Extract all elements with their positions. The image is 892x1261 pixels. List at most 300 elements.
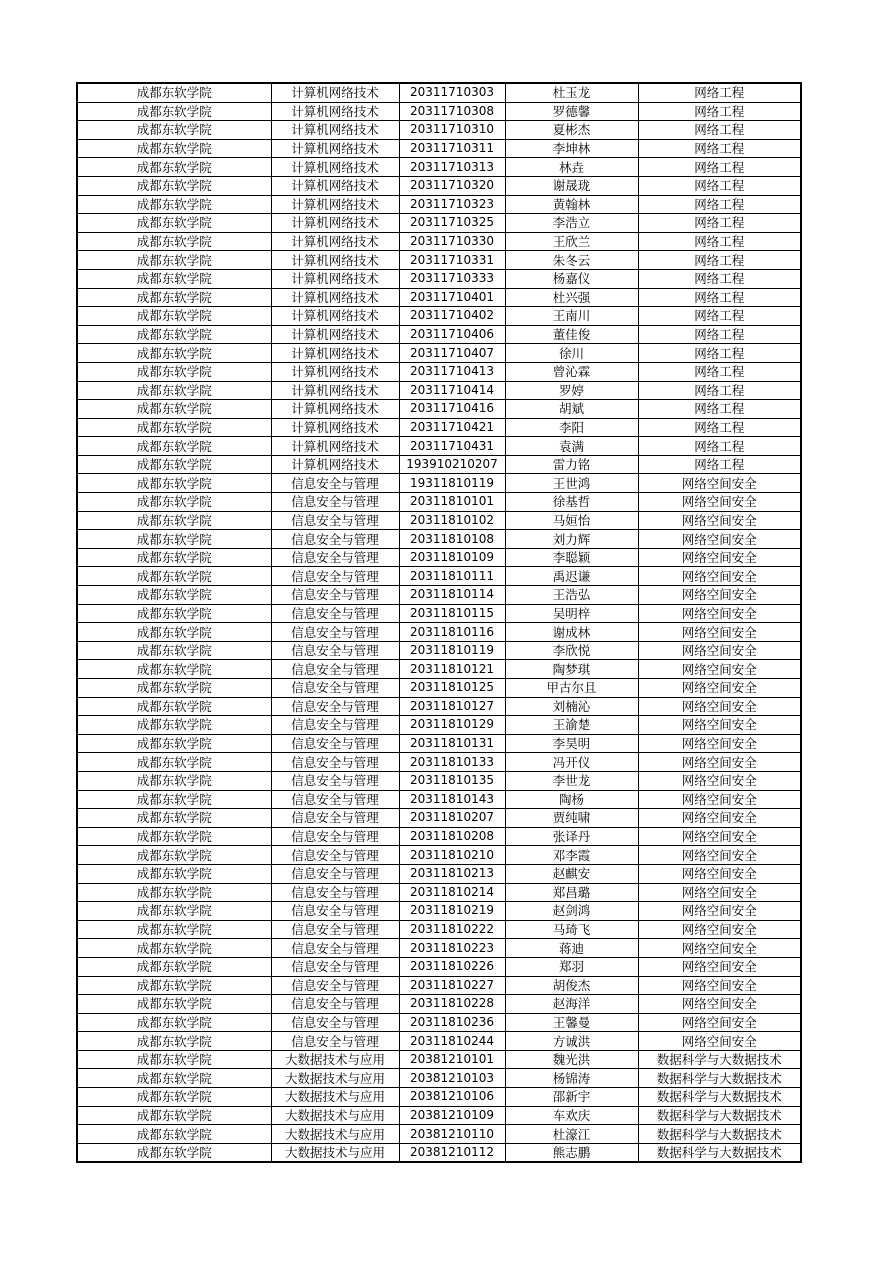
name-cell[interactable]: 方诚洪 xyxy=(505,1032,638,1051)
student-id-cell[interactable]: 20381210110 xyxy=(399,1125,505,1144)
college-cell[interactable]: 成都东软学院 xyxy=(77,176,271,195)
name-cell[interactable]: 朱冬云 xyxy=(505,251,638,270)
direction-cell[interactable]: 网络工程 xyxy=(638,121,801,140)
name-cell[interactable]: 王南川 xyxy=(505,307,638,326)
direction-cell[interactable]: 数据科学与大数据技术 xyxy=(638,1050,801,1069)
student-id-cell[interactable]: 20311810228 xyxy=(399,995,505,1014)
name-cell[interactable]: 谢晟珑 xyxy=(505,176,638,195)
name-cell[interactable]: 罗德馨 xyxy=(505,102,638,121)
direction-cell[interactable]: 网络空间安全 xyxy=(638,902,801,921)
direction-cell[interactable]: 网络空间安全 xyxy=(638,809,801,828)
direction-cell[interactable]: 网络空间安全 xyxy=(638,679,801,698)
college-cell[interactable]: 成都东软学院 xyxy=(77,790,271,809)
major-cell[interactable]: 信息安全与管理 xyxy=(271,697,399,716)
college-cell[interactable]: 成都东软学院 xyxy=(77,1143,271,1162)
name-cell[interactable]: 禹迟谦 xyxy=(505,567,638,586)
major-cell[interactable]: 计算机网络技术 xyxy=(271,362,399,381)
table-row xyxy=(77,381,801,400)
major-cell[interactable]: 信息安全与管理 xyxy=(271,567,399,586)
direction-cell[interactable]: 网络空间安全 xyxy=(638,1032,801,1051)
major-cell[interactable]: 信息安全与管理 xyxy=(271,734,399,753)
college-cell[interactable]: 成都东软学院 xyxy=(77,325,271,344)
direction-cell[interactable]: 网络空间安全 xyxy=(638,604,801,623)
college-cell[interactable]: 成都东软学院 xyxy=(77,771,271,790)
name-cell[interactable]: 杜玉龙 xyxy=(505,83,638,102)
name-cell[interactable]: 贾纯啸 xyxy=(505,809,638,828)
direction-cell[interactable]: 网络工程 xyxy=(638,288,801,307)
direction-cell[interactable]: 数据科学与大数据技术 xyxy=(638,1125,801,1144)
college-cell[interactable]: 成都东软学院 xyxy=(77,474,271,493)
direction-cell[interactable]: 网络空间安全 xyxy=(638,567,801,586)
major-cell[interactable]: 信息安全与管理 xyxy=(271,641,399,660)
direction-cell[interactable]: 网络空间安全 xyxy=(638,716,801,735)
table-row xyxy=(77,1032,801,1051)
student-id-cell[interactable]: 20311710303 xyxy=(399,83,505,102)
student-id-cell[interactable]: 20311710320 xyxy=(399,176,505,195)
major-cell[interactable]: 信息安全与管理 xyxy=(271,939,399,958)
direction-cell[interactable]: 网络工程 xyxy=(638,83,801,102)
direction-cell[interactable]: 网络工程 xyxy=(638,102,801,121)
college-cell[interactable]: 成都东软学院 xyxy=(77,288,271,307)
name-cell[interactable]: 杨锦涛 xyxy=(505,1069,638,1088)
direction-cell[interactable]: 网络空间安全 xyxy=(638,586,801,605)
direction-cell[interactable]: 网络工程 xyxy=(638,176,801,195)
direction-cell[interactable]: 网络工程 xyxy=(638,232,801,251)
student-id-cell[interactable]: 20311810143 xyxy=(399,790,505,809)
college-cell[interactable]: 成都东软学院 xyxy=(77,920,271,939)
major-cell[interactable]: 信息安全与管理 xyxy=(271,957,399,976)
name-cell[interactable]: 郑昌璐 xyxy=(505,883,638,902)
direction-cell[interactable]: 网络空间安全 xyxy=(638,976,801,995)
name-cell[interactable]: 邓李霞 xyxy=(505,846,638,865)
student-id-cell[interactable]: 20311810219 xyxy=(399,902,505,921)
direction-cell[interactable]: 网络空间安全 xyxy=(638,493,801,512)
student-id-cell[interactable]: 20311810214 xyxy=(399,883,505,902)
table-row xyxy=(77,455,801,474)
college-cell[interactable]: 成都东软学院 xyxy=(77,511,271,530)
student-id-cell[interactable]: 20311810213 xyxy=(399,864,505,883)
college-cell[interactable]: 成都东软学院 xyxy=(77,232,271,251)
major-cell[interactable]: 大数据技术与应用 xyxy=(271,1050,399,1069)
direction-cell[interactable]: 网络空间安全 xyxy=(638,771,801,790)
college-cell[interactable]: 成都东软学院 xyxy=(77,381,271,400)
direction-cell[interactable]: 网络工程 xyxy=(638,269,801,288)
college-cell[interactable]: 成都东软学院 xyxy=(77,251,271,270)
major-cell[interactable]: 大数据技术与应用 xyxy=(271,1088,399,1107)
college-cell[interactable]: 成都东软学院 xyxy=(77,660,271,679)
name-cell[interactable]: 董佳俊 xyxy=(505,325,638,344)
name-cell[interactable]: 王馨曼 xyxy=(505,1013,638,1032)
major-cell[interactable]: 信息安全与管理 xyxy=(271,846,399,865)
student-id-cell[interactable]: 20311810108 xyxy=(399,530,505,549)
table-row xyxy=(77,1106,801,1125)
student-id-cell[interactable]: 20311710414 xyxy=(399,381,505,400)
college-cell[interactable]: 成都东软学院 xyxy=(77,883,271,902)
major-cell[interactable]: 信息安全与管理 xyxy=(271,679,399,698)
major-cell[interactable]: 信息安全与管理 xyxy=(271,771,399,790)
direction-cell[interactable]: 网络空间安全 xyxy=(638,790,801,809)
name-cell[interactable]: 林垚 xyxy=(505,158,638,177)
major-cell[interactable]: 大数据技术与应用 xyxy=(271,1106,399,1125)
name-cell[interactable]: 冯开仪 xyxy=(505,753,638,772)
direction-cell[interactable]: 数据科学与大数据技术 xyxy=(638,1069,801,1088)
name-cell[interactable]: 杨嘉仪 xyxy=(505,269,638,288)
name-cell[interactable]: 袁满 xyxy=(505,437,638,456)
major-cell[interactable]: 信息安全与管理 xyxy=(271,716,399,735)
major-cell[interactable]: 信息安全与管理 xyxy=(271,586,399,605)
student-id-cell[interactable]: 20311810101 xyxy=(399,493,505,512)
major-cell[interactable]: 信息安全与管理 xyxy=(271,660,399,679)
student-id-cell[interactable]: 20311810222 xyxy=(399,920,505,939)
major-cell[interactable]: 信息安全与管理 xyxy=(271,883,399,902)
college-cell[interactable]: 成都东软学院 xyxy=(77,586,271,605)
college-cell[interactable]: 成都东软学院 xyxy=(77,455,271,474)
student-id-cell[interactable]: 193910210207 xyxy=(399,455,505,474)
student-id-cell[interactable]: 20311810111 xyxy=(399,567,505,586)
student-id-cell[interactable]: 20311710308 xyxy=(399,102,505,121)
student-id-cell[interactable]: 20311710333 xyxy=(399,269,505,288)
major-cell[interactable]: 计算机网络技术 xyxy=(271,102,399,121)
major-cell[interactable]: 信息安全与管理 xyxy=(271,976,399,995)
major-cell[interactable]: 信息安全与管理 xyxy=(271,995,399,1014)
name-cell[interactable]: 王欣兰 xyxy=(505,232,638,251)
major-cell[interactable]: 信息安全与管理 xyxy=(271,809,399,828)
student-id-cell[interactable]: 20311810102 xyxy=(399,511,505,530)
college-cell[interactable]: 成都东软学院 xyxy=(77,809,271,828)
major-cell[interactable]: 信息安全与管理 xyxy=(271,474,399,493)
student-id-cell[interactable]: 20311710323 xyxy=(399,195,505,214)
name-cell[interactable]: 赵剑鸿 xyxy=(505,902,638,921)
name-cell[interactable]: 徐川 xyxy=(505,344,638,363)
major-cell[interactable]: 大数据技术与应用 xyxy=(271,1069,399,1088)
major-cell[interactable]: 大数据技术与应用 xyxy=(271,1143,399,1162)
direction-cell[interactable]: 网络工程 xyxy=(638,437,801,456)
direction-cell[interactable]: 网络空间安全 xyxy=(638,827,801,846)
table-row xyxy=(77,679,801,698)
college-cell[interactable]: 成都东软学院 xyxy=(77,753,271,772)
direction-cell[interactable]: 网络工程 xyxy=(638,251,801,270)
student-id-cell[interactable]: 20311710313 xyxy=(399,158,505,177)
direction-cell[interactable]: 网络空间安全 xyxy=(638,474,801,493)
student-id-cell[interactable]: 20381210101 xyxy=(399,1050,505,1069)
major-cell[interactable]: 计算机网络技术 xyxy=(271,344,399,363)
major-cell[interactable]: 信息安全与管理 xyxy=(271,827,399,846)
student-id-cell[interactable]: 20311810133 xyxy=(399,753,505,772)
college-cell[interactable]: 成都东软学院 xyxy=(77,269,271,288)
student-id-cell[interactable]: 20311810207 xyxy=(399,809,505,828)
major-cell[interactable]: 计算机网络技术 xyxy=(271,139,399,158)
student-id-cell[interactable]: 20311810236 xyxy=(399,1013,505,1032)
direction-cell[interactable]: 网络空间安全 xyxy=(638,660,801,679)
college-cell[interactable]: 成都东软学院 xyxy=(77,1069,271,1088)
name-cell[interactable]: 夏彬杰 xyxy=(505,121,638,140)
table-row xyxy=(77,864,801,883)
college-cell[interactable]: 成都东软学院 xyxy=(77,623,271,642)
table-row xyxy=(77,939,801,958)
major-cell[interactable]: 计算机网络技术 xyxy=(271,325,399,344)
name-cell[interactable]: 邵新宇 xyxy=(505,1088,638,1107)
major-cell[interactable]: 信息安全与管理 xyxy=(271,511,399,530)
name-cell[interactable]: 甲古尔且 xyxy=(505,679,638,698)
major-cell[interactable]: 信息安全与管理 xyxy=(271,604,399,623)
major-cell[interactable]: 计算机网络技术 xyxy=(271,214,399,233)
college-cell[interactable]: 成都东软学院 xyxy=(77,902,271,921)
student-id-cell[interactable]: 20311810244 xyxy=(399,1032,505,1051)
college-cell[interactable]: 成都东软学院 xyxy=(77,530,271,549)
major-cell[interactable]: 大数据技术与应用 xyxy=(271,1125,399,1144)
name-cell[interactable]: 李世龙 xyxy=(505,771,638,790)
student-id-cell[interactable]: 20381210109 xyxy=(399,1106,505,1125)
student-id-cell[interactable]: 20311810131 xyxy=(399,734,505,753)
major-cell[interactable]: 信息安全与管理 xyxy=(271,548,399,567)
major-cell[interactable]: 信息安全与管理 xyxy=(271,920,399,939)
student-id-cell[interactable]: 20381210112 xyxy=(399,1143,505,1162)
name-cell[interactable]: 李欣悦 xyxy=(505,641,638,660)
college-cell[interactable]: 成都东软学院 xyxy=(77,604,271,623)
name-cell[interactable]: 李昊明 xyxy=(505,734,638,753)
college-cell[interactable]: 成都东软学院 xyxy=(77,641,271,660)
student-id-cell[interactable]: 20311710401 xyxy=(399,288,505,307)
name-cell[interactable]: 陶梦琪 xyxy=(505,660,638,679)
student-id-cell[interactable]: 20311810127 xyxy=(399,697,505,716)
direction-cell[interactable]: 网络工程 xyxy=(638,195,801,214)
direction-cell[interactable]: 网络空间安全 xyxy=(638,530,801,549)
student-id-cell[interactable]: 20381210106 xyxy=(399,1088,505,1107)
student-id-cell[interactable]: 20311810114 xyxy=(399,586,505,605)
student-id-cell[interactable]: 20311710416 xyxy=(399,400,505,419)
student-id-cell[interactable]: 20311710407 xyxy=(399,344,505,363)
direction-cell[interactable]: 网络工程 xyxy=(638,325,801,344)
direction-cell[interactable]: 网络工程 xyxy=(638,455,801,474)
college-cell[interactable]: 成都东软学院 xyxy=(77,139,271,158)
major-cell[interactable]: 计算机网络技术 xyxy=(271,158,399,177)
student-id-cell[interactable]: 20311810227 xyxy=(399,976,505,995)
student-id-cell[interactable]: 20311710421 xyxy=(399,418,505,437)
student-id-cell[interactable]: 20311710325 xyxy=(399,214,505,233)
student-id-cell[interactable]: 20311810208 xyxy=(399,827,505,846)
student-id-cell[interactable]: 20311810223 xyxy=(399,939,505,958)
college-cell[interactable]: 成都东软学院 xyxy=(77,716,271,735)
student-id-cell[interactable]: 20311710330 xyxy=(399,232,505,251)
college-cell[interactable]: 成都东软学院 xyxy=(77,1013,271,1032)
major-cell[interactable]: 信息安全与管理 xyxy=(271,1032,399,1051)
college-cell[interactable]: 成都东软学院 xyxy=(77,158,271,177)
name-cell[interactable]: 车欢庆 xyxy=(505,1106,638,1125)
direction-cell[interactable]: 网络工程 xyxy=(638,214,801,233)
major-cell[interactable]: 计算机网络技术 xyxy=(271,418,399,437)
direction-cell[interactable]: 网络空间安全 xyxy=(638,920,801,939)
direction-cell[interactable]: 网络工程 xyxy=(638,158,801,177)
student-id-cell[interactable]: 20311810135 xyxy=(399,771,505,790)
name-cell[interactable]: 王渝楚 xyxy=(505,716,638,735)
student-id-cell[interactable]: 20311810109 xyxy=(399,548,505,567)
college-cell[interactable]: 成都东软学院 xyxy=(77,957,271,976)
student-id-cell[interactable]: 20311810210 xyxy=(399,846,505,865)
college-cell[interactable]: 成都东软学院 xyxy=(77,437,271,456)
major-cell[interactable]: 计算机网络技术 xyxy=(271,251,399,270)
college-cell[interactable]: 成都东软学院 xyxy=(77,846,271,865)
college-cell[interactable]: 成都东软学院 xyxy=(77,344,271,363)
college-cell[interactable]: 成都东软学院 xyxy=(77,697,271,716)
name-cell[interactable]: 刘楠沁 xyxy=(505,697,638,716)
student-id-cell[interactable]: 20311710311 xyxy=(399,139,505,158)
college-cell[interactable]: 成都东软学院 xyxy=(77,734,271,753)
college-cell[interactable]: 成都东软学院 xyxy=(77,1088,271,1107)
major-cell[interactable]: 计算机网络技术 xyxy=(271,288,399,307)
direction-cell[interactable]: 网络工程 xyxy=(638,307,801,326)
student-id-cell[interactable]: 20311710331 xyxy=(399,251,505,270)
direction-cell[interactable]: 网络空间安全 xyxy=(638,697,801,716)
name-cell[interactable]: 胡俊杰 xyxy=(505,976,638,995)
major-cell[interactable]: 计算机网络技术 xyxy=(271,437,399,456)
direction-cell[interactable]: 数据科学与大数据技术 xyxy=(638,1143,801,1162)
student-id-cell[interactable]: 20311710310 xyxy=(399,121,505,140)
name-cell[interactable]: 黄翰林 xyxy=(505,195,638,214)
name-cell[interactable]: 马琦飞 xyxy=(505,920,638,939)
college-cell[interactable]: 成都东软学院 xyxy=(77,1125,271,1144)
direction-cell[interactable]: 网络空间安全 xyxy=(638,883,801,902)
direction-cell[interactable]: 数据科学与大数据技术 xyxy=(638,1106,801,1125)
name-cell[interactable]: 李聪颖 xyxy=(505,548,638,567)
name-cell[interactable]: 赵麒安 xyxy=(505,864,638,883)
name-cell[interactable]: 张译丹 xyxy=(505,827,638,846)
student-id-cell[interactable]: 20311810226 xyxy=(399,957,505,976)
direction-cell[interactable]: 网络空间安全 xyxy=(638,995,801,1014)
direction-cell[interactable]: 网络空间安全 xyxy=(638,548,801,567)
name-cell[interactable]: 曾沁霖 xyxy=(505,362,638,381)
major-cell[interactable]: 计算机网络技术 xyxy=(271,83,399,102)
major-cell[interactable]: 信息安全与管理 xyxy=(271,623,399,642)
college-cell[interactable]: 成都东软学院 xyxy=(77,1050,271,1069)
name-cell[interactable]: 赵海洋 xyxy=(505,995,638,1014)
direction-cell[interactable]: 网络工程 xyxy=(638,418,801,437)
college-cell[interactable]: 成都东软学院 xyxy=(77,1032,271,1051)
name-cell[interactable]: 王世鸿 xyxy=(505,474,638,493)
direction-cell[interactable]: 网络空间安全 xyxy=(638,864,801,883)
student-id-cell[interactable]: 20311810125 xyxy=(399,679,505,698)
name-cell[interactable]: 刘力辉 xyxy=(505,530,638,549)
major-cell[interactable]: 信息安全与管理 xyxy=(271,790,399,809)
major-cell[interactable]: 计算机网络技术 xyxy=(271,269,399,288)
student-id-cell[interactable]: 20311710431 xyxy=(399,437,505,456)
direction-cell[interactable]: 网络工程 xyxy=(638,381,801,400)
direction-cell[interactable]: 网络工程 xyxy=(638,344,801,363)
direction-cell[interactable]: 网络空间安全 xyxy=(638,957,801,976)
college-cell[interactable]: 成都东软学院 xyxy=(77,995,271,1014)
major-cell[interactable]: 信息安全与管理 xyxy=(271,1013,399,1032)
major-cell[interactable]: 计算机网络技术 xyxy=(271,121,399,140)
college-cell[interactable]: 成都东软学院 xyxy=(77,400,271,419)
direction-cell[interactable]: 网络空间安全 xyxy=(638,641,801,660)
table-row xyxy=(77,269,801,288)
major-cell[interactable]: 信息安全与管理 xyxy=(271,530,399,549)
college-cell[interactable]: 成都东软学院 xyxy=(77,83,271,102)
student-id-cell[interactable]: 20311810116 xyxy=(399,623,505,642)
college-cell[interactable]: 成都东软学院 xyxy=(77,418,271,437)
college-cell[interactable]: 成都东软学院 xyxy=(77,939,271,958)
major-cell[interactable]: 计算机网络技术 xyxy=(271,195,399,214)
major-cell[interactable]: 计算机网络技术 xyxy=(271,176,399,195)
major-cell[interactable]: 计算机网络技术 xyxy=(271,400,399,419)
major-cell[interactable]: 信息安全与管理 xyxy=(271,864,399,883)
college-cell[interactable]: 成都东软学院 xyxy=(77,679,271,698)
name-cell[interactable]: 胡斌 xyxy=(505,400,638,419)
student-id-cell[interactable]: 20381210103 xyxy=(399,1069,505,1088)
major-cell[interactable]: 信息安全与管理 xyxy=(271,753,399,772)
direction-cell[interactable]: 网络空间安全 xyxy=(638,939,801,958)
college-cell[interactable]: 成都东软学院 xyxy=(77,827,271,846)
name-cell[interactable]: 李浩立 xyxy=(505,214,638,233)
college-cell[interactable]: 成都东软学院 xyxy=(77,195,271,214)
major-cell[interactable]: 计算机网络技术 xyxy=(271,455,399,474)
college-cell[interactable]: 成都东软学院 xyxy=(77,1106,271,1125)
student-id-cell[interactable]: 20311710406 xyxy=(399,325,505,344)
student-id-cell[interactable]: 20311810129 xyxy=(399,716,505,735)
student-id-cell[interactable]: 20311710413 xyxy=(399,362,505,381)
name-cell[interactable]: 谢成林 xyxy=(505,623,638,642)
name-cell[interactable]: 马姮怡 xyxy=(505,511,638,530)
name-cell[interactable]: 魏光洪 xyxy=(505,1050,638,1069)
direction-cell[interactable]: 网络空间安全 xyxy=(638,623,801,642)
name-cell[interactable]: 雷力铭 xyxy=(505,455,638,474)
name-cell[interactable]: 徐基哲 xyxy=(505,493,638,512)
college-cell[interactable]: 成都东软学院 xyxy=(77,864,271,883)
student-id-cell[interactable]: 19311810119 xyxy=(399,474,505,493)
direction-cell[interactable]: 数据科学与大数据技术 xyxy=(638,1088,801,1107)
major-cell[interactable]: 信息安全与管理 xyxy=(271,493,399,512)
college-cell[interactable]: 成都东软学院 xyxy=(77,493,271,512)
table-row xyxy=(77,753,801,772)
direction-cell[interactable]: 网络工程 xyxy=(638,362,801,381)
table-row xyxy=(77,548,801,567)
college-cell[interactable]: 成都东软学院 xyxy=(77,102,271,121)
name-cell[interactable]: 李坤林 xyxy=(505,139,638,158)
college-cell[interactable]: 成都东软学院 xyxy=(77,362,271,381)
major-cell[interactable]: 计算机网络技术 xyxy=(271,381,399,400)
name-cell[interactable]: 杜兴强 xyxy=(505,288,638,307)
major-cell[interactable]: 计算机网络技术 xyxy=(271,307,399,326)
direction-cell[interactable]: 网络工程 xyxy=(638,139,801,158)
name-cell[interactable]: 王浩弘 xyxy=(505,586,638,605)
college-cell[interactable]: 成都东软学院 xyxy=(77,121,271,140)
name-cell[interactable]: 郑羽 xyxy=(505,957,638,976)
name-cell[interactable]: 蒋迪 xyxy=(505,939,638,958)
name-cell[interactable]: 熊志鹏 xyxy=(505,1143,638,1162)
college-cell[interactable]: 成都东软学院 xyxy=(77,976,271,995)
direction-cell[interactable]: 网络空间安全 xyxy=(638,753,801,772)
direction-cell[interactable]: 网络空间安全 xyxy=(638,846,801,865)
major-cell[interactable]: 信息安全与管理 xyxy=(271,902,399,921)
student-id-cell[interactable]: 20311810121 xyxy=(399,660,505,679)
college-cell[interactable]: 成都东软学院 xyxy=(77,307,271,326)
name-cell[interactable]: 罗婷 xyxy=(505,381,638,400)
student-id-cell[interactable]: 20311710402 xyxy=(399,307,505,326)
name-cell[interactable]: 陶杨 xyxy=(505,790,638,809)
name-cell[interactable]: 杜濠江 xyxy=(505,1125,638,1144)
direction-cell[interactable]: 网络空间安全 xyxy=(638,1013,801,1032)
direction-cell[interactable]: 网络空间安全 xyxy=(638,511,801,530)
major-cell[interactable]: 计算机网络技术 xyxy=(271,232,399,251)
direction-cell[interactable]: 网络工程 xyxy=(638,400,801,419)
college-cell[interactable]: 成都东软学院 xyxy=(77,567,271,586)
name-cell[interactable]: 吴明梓 xyxy=(505,604,638,623)
student-id-cell[interactable]: 20311810119 xyxy=(399,641,505,660)
name-cell[interactable]: 李阳 xyxy=(505,418,638,437)
student-id-cell[interactable]: 20311810115 xyxy=(399,604,505,623)
direction-cell[interactable]: 网络空间安全 xyxy=(638,734,801,753)
college-cell[interactable]: 成都东软学院 xyxy=(77,214,271,233)
college-cell[interactable]: 成都东软学院 xyxy=(77,548,271,567)
